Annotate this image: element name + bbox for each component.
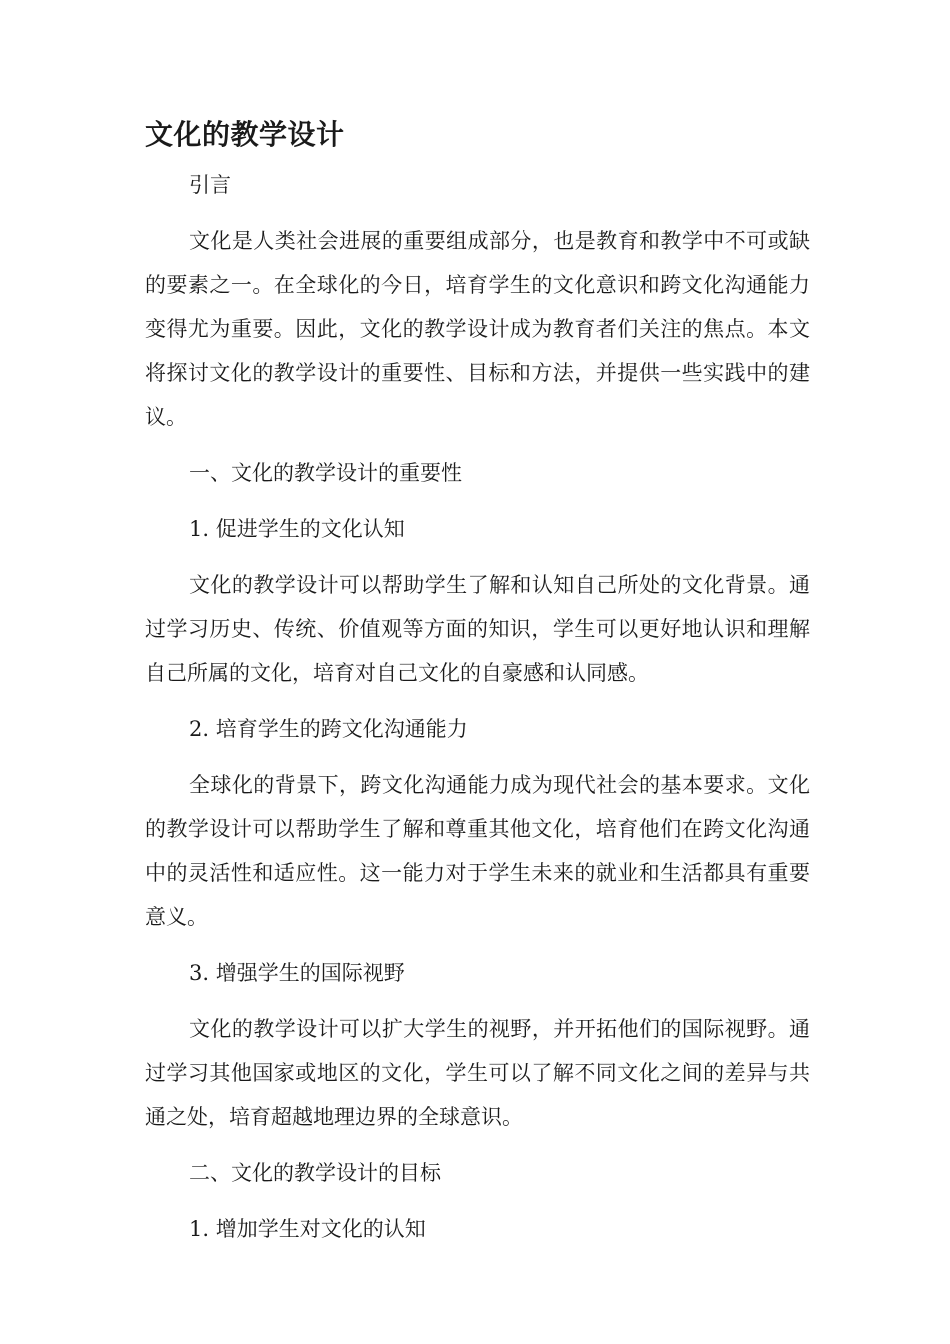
section-2-item-1-heading: 1. 增加学生对文化的认知 [189, 1217, 426, 1241]
document-title: 文化的教学设计 [145, 118, 345, 151]
section-1-item-3-paragraph: 文化的教学设计可以扩大学生的视野，并开拓他们的国际视野。通过学习其他国家或地区的文化，学生可以了解不同文化之间的差异与共通之处，培育超越地理边界的全球意识。 [145, 1017, 810, 1129]
section-1-item-3-heading: 3. 增强学生的国际视野 [189, 961, 405, 985]
section-1-item-2-heading: 2. 培育学生的跨文化沟通能力 [189, 717, 468, 741]
section-1-item-1-paragraph: 文化的教学设计可以帮助学生了解和认知自己所处的文化背景。通过学习历史、传统、价值观等方面的知识，学生可以更好地认识和理解自己所属的文化，培育对自己文化的自豪感和认同感。 [145, 573, 810, 685]
section-1-item-2-paragraph: 全球化的背景下，跨文化沟通能力成为现代社会的基本要求。文化的教学设计可以帮助学生了解和尊重其他文化，培育他们在跨文化沟通中的灵活性和适应性。这一能力对于学生未来的就业和生活都具有重要意义。 [145, 773, 810, 929]
intro-heading: 引言 [189, 173, 231, 197]
section-1-heading: 一、文化的教学设计的重要性 [189, 461, 462, 485]
section-2-heading: 二、文化的教学设计的目标 [189, 1161, 441, 1185]
section-1-item-1-heading: 1. 促进学生的文化认知 [189, 517, 405, 541]
intro-paragraph: 文化是人类社会进展的重要组成部分，也是教育和教学中不可或缺的要素之一。在全球化的今日，培育学生的文化意识和跨文化沟通能力变得尤为重要。因此，文化的教学设计成为教育者们关注的焦点。本文将探讨文化的教学设计的重要性、目标和方法，并提供一些实践中的建议。 [145, 229, 810, 429]
document-page [145, 113, 810, 1263]
